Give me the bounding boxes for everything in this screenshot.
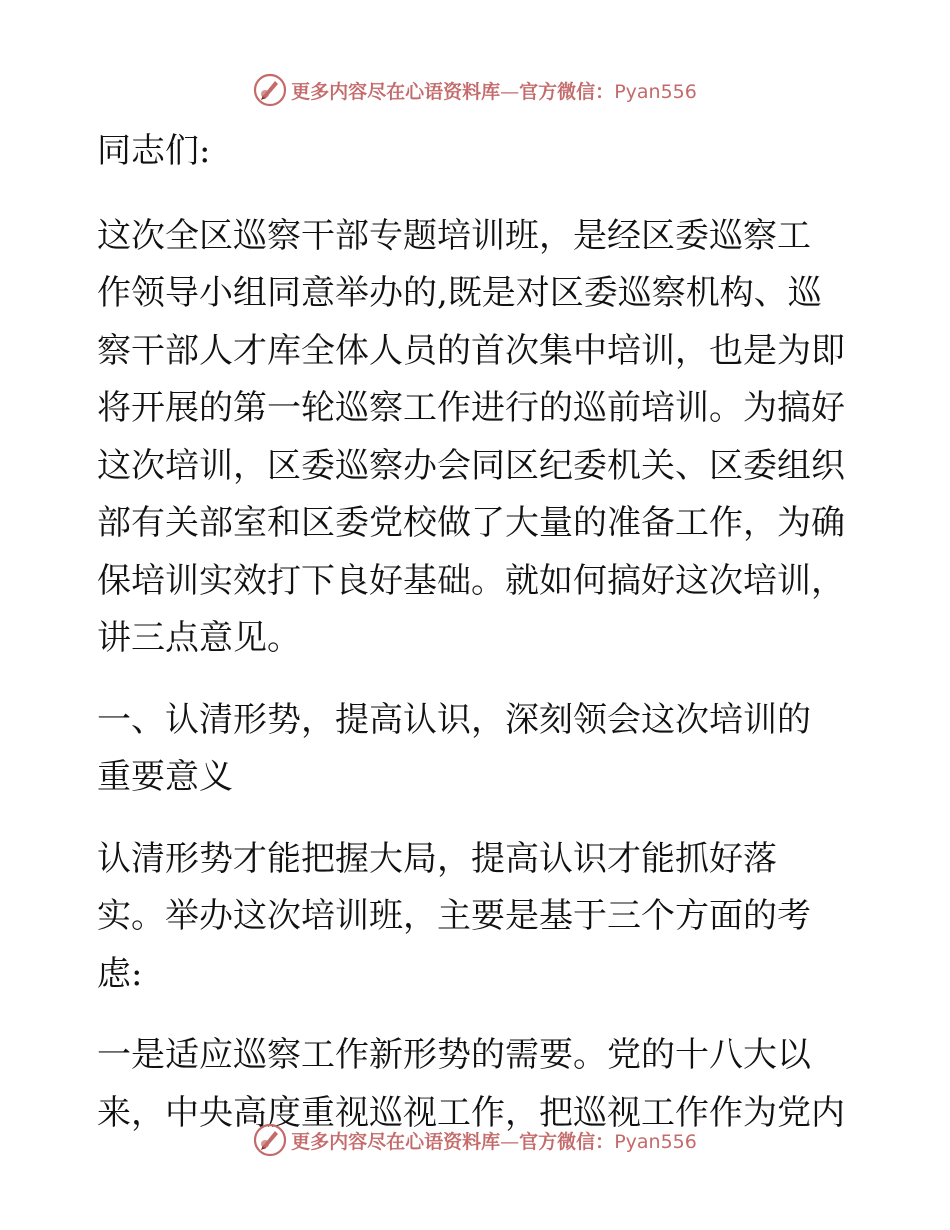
section-heading-1 (97, 692, 857, 807)
text-line: 讲三点意见。 (97, 618, 301, 658)
text-line: 这次培训，区委巡察办会同区纪委机关、区委组织 (97, 445, 845, 486)
paragraph-intro (97, 208, 857, 668)
text-line: 实。举办这次培训班，主要是基于三个方面的考 (97, 896, 811, 936)
wechat-id: Pyan556 (614, 1130, 697, 1153)
heading-line: 一、认清形势，提高认识，深刻领会这次培训的 (97, 699, 811, 740)
text-line: 将开展的第一轮巡察工作进行的巡前培训。为搞好 (97, 388, 845, 428)
hand-pen-logo-icon (253, 73, 287, 107)
text-line: 保培训实效打下良好基础。就如何搞好这次培训， (97, 560, 845, 601)
banner-text: 更多内容尽在心语资料库—官方微信：Pyan556 (291, 1130, 697, 1153)
hand-pen-logo-icon (253, 1123, 287, 1157)
text-line: 部有关部室和区委党校做了大量的准备工作，为确 (97, 503, 845, 543)
wechat-id: Pyan556 (614, 80, 697, 103)
footer-banner (0, 1120, 950, 1160)
text-line: 这次全区巡察干部专题培训班，是经区委巡察工 (97, 215, 811, 256)
text-line: 虑: (97, 953, 143, 994)
text-line: 察干部人才库全体人员的首次集中培训，也是为即 (97, 330, 845, 371)
header-banner (0, 70, 950, 110)
text-line: 认清形势才能把握大局，提高认识才能抓好落 (97, 838, 777, 879)
banner-text: 更多内容尽在心语资料库—官方微信：Pyan556 (291, 80, 697, 103)
text-line: 作领导小组同意举办的,既是对区委巡察机构、巡 (97, 273, 822, 313)
text-line: 来，中央高度重视巡视工作，把巡视工作作为党内 (97, 1092, 845, 1133)
document-body (97, 123, 857, 1142)
paragraph-considerations (97, 831, 857, 1004)
salutation: 同志们: (97, 131, 211, 171)
text-line: 一是适应巡察工作新形势的需要。党的十八大以 (97, 1035, 811, 1075)
heading-line: 重要意义 (97, 757, 233, 797)
